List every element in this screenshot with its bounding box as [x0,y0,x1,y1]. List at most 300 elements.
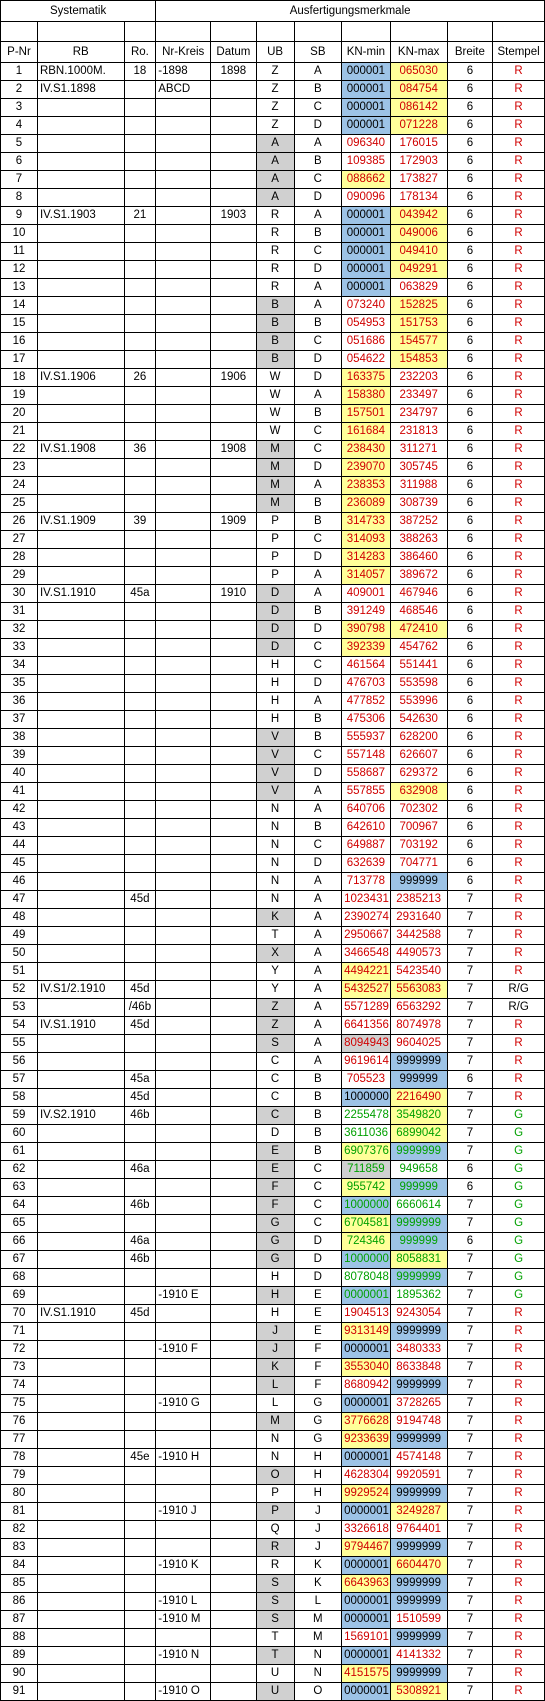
cell-kn-max: 9243054 [390,1305,447,1323]
cell-ub: K [256,1359,294,1377]
cell-kn-max: 154853 [390,351,447,369]
cell-sb: B [294,225,342,243]
cell-ro: 45e [124,1449,156,1467]
cell-kn-max: 8058831 [390,1251,447,1269]
cell-stempel: R [493,549,545,567]
cell-rb [37,243,124,261]
cell-stempel: R [493,855,545,873]
cell-p-nr: 3 [1,99,38,117]
cell-nr-kreis [156,315,211,333]
cell-stempel: R [493,1017,545,1035]
cell-sb: E [294,1305,342,1323]
cell-datum [211,1179,256,1197]
cell-kn-min: 8094943 [342,1035,391,1053]
cell-datum [211,1665,256,1683]
cell-nr-kreis [156,1233,211,1251]
table-row [1,63,545,81]
cell-datum [211,693,256,711]
cell-ro [124,153,156,171]
cell-rb: IV.S1.1898 [37,81,124,99]
cell-rb [37,1359,124,1377]
cell-p-nr: 28 [1,549,38,567]
cell-breite: 6 [447,513,492,531]
cell-p-nr: 10 [1,225,38,243]
cell-kn-min: 0000001 [342,1503,391,1521]
cell-breite: 7 [447,1575,492,1593]
cell-nr-kreis [156,477,211,495]
cell-kn-max: 700967 [390,819,447,837]
cell-rb [37,1593,124,1611]
cell-stempel: R [493,81,545,99]
cell-stempel: R [493,1665,545,1683]
cell-kn-min: 711859 [342,1161,391,1179]
cell-datum [211,99,256,117]
cell-datum [211,963,256,981]
cell-rb [37,1323,124,1341]
cell-datum [211,1485,256,1503]
cell-breite: 7 [447,1197,492,1215]
column-header-sb: SB [294,42,342,63]
cell-kn-max: 311988 [390,477,447,495]
header-spacer [1,22,38,42]
cell-p-nr: 46 [1,873,38,891]
cell-kn-min: 6907376 [342,1143,391,1161]
cell-kn-min: 5432527 [342,981,391,999]
cell-kn-min: 054622 [342,351,391,369]
cell-stempel: R [493,711,545,729]
cell-sb: F [294,1359,342,1377]
cell-ro [124,747,156,765]
cell-p-nr: 35 [1,675,38,693]
cell-rb [37,315,124,333]
cell-ro [124,765,156,783]
cell-rb [37,549,124,567]
cell-nr-kreis: -1910 J [156,1503,211,1521]
cell-p-nr: 15 [1,315,38,333]
cell-sb: F [294,1341,342,1359]
cell-p-nr: 50 [1,945,38,963]
cell-rb [37,1233,124,1251]
cell-breite: 7 [447,1629,492,1647]
cell-p-nr: 23 [1,459,38,477]
cell-datum [211,621,256,639]
cell-ro [124,549,156,567]
cell-stempel: R [493,909,545,927]
cell-breite: 7 [447,1323,492,1341]
header-spacer [37,22,124,42]
cell-kn-min: 476703 [342,675,391,693]
cell-ro: 45a [124,585,156,603]
cell-kn-max: 386460 [390,549,447,567]
cell-sb: F [294,1377,342,1395]
cell-ub: L [256,1377,294,1395]
cell-p-nr: 83 [1,1539,38,1557]
cell-kn-max: 553996 [390,693,447,711]
table-row [1,1395,545,1413]
cell-nr-kreis [156,963,211,981]
cell-rb [37,495,124,513]
cell-ro [124,639,156,657]
cell-rb [37,333,124,351]
cell-stempel: R [493,1377,545,1395]
cell-rb [37,873,124,891]
cell-nr-kreis [156,873,211,891]
cell-sb: D [294,351,342,369]
cell-ub: S [256,1035,294,1053]
table-row [1,1521,545,1539]
cell-kn-min: 9313149 [342,1323,391,1341]
cell-kn-max: 1510599 [390,1611,447,1629]
cell-rb [37,153,124,171]
cell-breite: 7 [447,1017,492,1035]
cell-stempel: R [493,657,545,675]
cell-kn-max: 6660614 [390,1197,447,1215]
cell-rb: IV.S1.1908 [37,441,124,459]
cell-kn-min: 0000001 [342,1557,391,1575]
cell-ub: P [256,531,294,549]
cell-kn-min: 557855 [342,783,391,801]
cell-kn-max: 173827 [390,171,447,189]
cell-ub: O [256,1467,294,1485]
cell-sb: B [294,603,342,621]
cell-kn-min: 649887 [342,837,391,855]
cell-ro [124,1377,156,1395]
cell-ro [124,1431,156,1449]
table-body [1,63,545,1701]
cell-ro [124,225,156,243]
cell-datum [211,999,256,1017]
cell-sb: D [294,855,342,873]
cell-kn-min: 477852 [342,693,391,711]
cell-datum [211,747,256,765]
cell-kn-max: 049006 [390,225,447,243]
cell-sb: B [294,1107,342,1125]
cell-ub: V [256,783,294,801]
cell-breite: 6 [447,225,492,243]
table-row [1,1251,545,1269]
cell-kn-min: 0000001 [342,1647,391,1665]
table-row [1,441,545,459]
column-header-kn-min: KN-min [342,42,391,63]
cell-kn-min: 000001 [342,63,391,81]
table-row [1,1161,545,1179]
cell-p-nr: 27 [1,531,38,549]
cell-rb [37,909,124,927]
cell-sb: B [294,81,342,99]
cell-kn-min: 157501 [342,405,391,423]
cell-kn-min: 6704581 [342,1215,391,1233]
cell-stempel: R [493,945,545,963]
cell-breite: 7 [447,1089,492,1107]
cell-rb [37,855,124,873]
cell-sb: A [294,135,342,153]
cell-nr-kreis [156,855,211,873]
cell-datum [211,225,256,243]
cell-kn-min: 239070 [342,459,391,477]
cell-kn-min: 6641356 [342,1017,391,1035]
cell-ub: R [256,261,294,279]
cell-stempel: R [493,513,545,531]
cell-sb: O [294,1683,342,1701]
cell-p-nr: 41 [1,783,38,801]
table-row [1,693,545,711]
cell-datum [211,873,256,891]
cell-nr-kreis [156,837,211,855]
cell-sb: C [294,423,342,441]
cell-ro: 46a [124,1161,156,1179]
cell-ro [124,1683,156,1701]
cell-kn-min: 8680942 [342,1377,391,1395]
cell-breite: 6 [447,729,492,747]
cell-ro [124,621,156,639]
cell-ro [124,1503,156,1521]
cell-breite: 7 [447,1611,492,1629]
cell-p-nr: 9 [1,207,38,225]
cell-rb: IV.S1/2.1910 [37,981,124,999]
cell-stempel: R [493,1539,545,1557]
header-spacer [211,22,256,42]
cell-kn-max: 9999999 [390,1377,447,1395]
cell-kn-max: 387252 [390,513,447,531]
cell-p-nr: 19 [1,387,38,405]
cell-nr-kreis: -1910 G [156,1395,211,1413]
cell-stempel: R [493,459,545,477]
cell-sb: B [294,1125,342,1143]
cell-nr-kreis [156,1053,211,1071]
cell-sb: C [294,243,342,261]
cell-ro [124,603,156,621]
column-header-nr-kreis: Nr-Kreis [156,42,211,63]
cell-rb [37,387,124,405]
cell-kn-min: 088662 [342,171,391,189]
cell-p-nr: 76 [1,1413,38,1431]
cell-p-nr: 61 [1,1143,38,1161]
cell-nr-kreis [156,261,211,279]
cell-breite: 7 [447,1467,492,1485]
cell-rb [37,297,124,315]
cell-kn-min: 000001 [342,99,391,117]
cell-kn-max: 628200 [390,729,447,747]
cell-nr-kreis: -1898 [156,63,211,81]
cell-ro [124,855,156,873]
cell-p-nr: 18 [1,369,38,387]
cell-ro [124,1323,156,1341]
cell-sb: A [294,963,342,981]
cell-rb [37,693,124,711]
cell-kn-max: 9999999 [390,1431,447,1449]
cell-stempel: R [493,1305,545,1323]
cell-nr-kreis [156,981,211,999]
cell-sb: A [294,783,342,801]
cell-datum [211,1215,256,1233]
cell-nr-kreis [156,207,211,225]
cell-datum [211,837,256,855]
table-row [1,459,545,477]
cell-p-nr: 71 [1,1323,38,1341]
cell-ro [124,837,156,855]
cell-kn-max: 999999 [390,873,447,891]
cell-sb: A [294,585,342,603]
cell-kn-min: 724346 [342,1233,391,1251]
cell-datum [211,1467,256,1485]
cell-kn-max: 2385213 [390,891,447,909]
cell-kn-max: 8633848 [390,1359,447,1377]
cell-breite: 6 [447,171,492,189]
cell-kn-min: 713778 [342,873,391,891]
cell-nr-kreis: -1910 H [156,1449,211,1467]
cell-stempel: R [493,1683,545,1701]
cell-rb: RBN.1000M. [37,63,124,81]
table-row [1,1017,545,1035]
cell-stempel: R [493,1071,545,1089]
cell-datum [211,639,256,657]
cell-nr-kreis [156,1305,211,1323]
cell-kn-min: 0000001 [342,1593,391,1611]
cell-breite: 7 [447,1359,492,1377]
table-row [1,675,545,693]
cell-kn-max: 3728265 [390,1395,447,1413]
cell-kn-min: 000001 [342,81,391,99]
table-row [1,603,545,621]
cell-kn-min: 000001 [342,117,391,135]
cell-nr-kreis [156,783,211,801]
cell-kn-max: 3249287 [390,1503,447,1521]
cell-ub: D [256,621,294,639]
cell-ro [124,927,156,945]
table-row [1,549,545,567]
cell-kn-max: 999999 [390,1179,447,1197]
cell-ro [124,189,156,207]
cell-ro: /46b [124,999,156,1017]
cell-stempel: R [493,423,545,441]
cell-sb: D [294,261,342,279]
cell-stempel: R/G [493,999,545,1017]
cell-kn-max: 233497 [390,387,447,405]
cell-sb: M [294,1611,342,1629]
cell-kn-max: 704771 [390,855,447,873]
cell-stempel: R [493,603,545,621]
cell-ub: M [256,441,294,459]
cell-sb: G [294,1431,342,1449]
cell-rb: IV.S1.1910 [37,1305,124,1323]
cell-p-nr: 33 [1,639,38,657]
cell-rb [37,1377,124,1395]
table-row [1,837,545,855]
cell-stempel: R [493,279,545,297]
cell-breite: 6 [447,1161,492,1179]
cell-nr-kreis [156,945,211,963]
cell-breite: 7 [447,945,492,963]
cell-p-nr: 59 [1,1107,38,1125]
cell-ro: 45d [124,1017,156,1035]
cell-kn-max: 999999 [390,1071,447,1089]
table-row [1,1323,545,1341]
cell-ro: 46b [124,1251,156,1269]
cell-ub: M [256,495,294,513]
cell-nr-kreis [156,1431,211,1449]
table-row [1,1341,545,1359]
table-row [1,1665,545,1683]
cell-ro [124,1269,156,1287]
cell-ub: E [256,1143,294,1161]
cell-kn-min: 475306 [342,711,391,729]
table-row [1,1359,545,1377]
cell-ro [124,1053,156,1071]
cell-datum [211,387,256,405]
table-row [1,1575,545,1593]
cell-ub: M [256,459,294,477]
cell-stempel: R [493,243,545,261]
cell-ro [124,1125,156,1143]
cell-datum [211,855,256,873]
cell-nr-kreis [156,729,211,747]
cell-nr-kreis [156,531,211,549]
cell-ub: H [256,1269,294,1287]
cell-datum [211,1269,256,1287]
cell-kn-max: 9999999 [390,1143,447,1161]
cell-ro [124,1521,156,1539]
cell-sb: C [294,1197,342,1215]
cell-rb: IV.S1.1903 [37,207,124,225]
cell-kn-min: 5571289 [342,999,391,1017]
cell-p-nr: 39 [1,747,38,765]
cell-ro: 45d [124,1305,156,1323]
column-header-p-nr: P-Nr [1,42,38,63]
cell-sb: N [294,1665,342,1683]
cell-sb: B [294,1089,342,1107]
table-row [1,1233,545,1251]
cell-ub: C [256,1071,294,1089]
cell-rb [37,351,124,369]
cell-kn-min: 632639 [342,855,391,873]
cell-rb [37,567,124,585]
cell-kn-min: 096340 [342,135,391,153]
cell-nr-kreis [156,621,211,639]
cell-stempel: R [493,1521,545,1539]
cell-datum [211,1107,256,1125]
cell-breite: 6 [447,441,492,459]
cell-ub: H [256,1305,294,1323]
table-row [1,1431,545,1449]
cell-kn-min: 640706 [342,801,391,819]
cell-ub: N [256,891,294,909]
table-row [1,477,545,495]
cell-kn-min: 314283 [342,549,391,567]
cell-nr-kreis: -1910 L [156,1593,211,1611]
table-row [1,1539,545,1557]
cell-rb [37,711,124,729]
cell-p-nr: 4 [1,117,38,135]
cell-ub: M [256,477,294,495]
cell-datum [211,243,256,261]
cell-stempel: R [493,1575,545,1593]
cell-p-nr: 68 [1,1269,38,1287]
cell-kn-min: 0000001 [342,1341,391,1359]
column-header-ub: UB [256,42,294,63]
cell-stempel: G [493,1179,545,1197]
cell-ub: U [256,1665,294,1683]
cell-rb [37,1431,124,1449]
cell-breite: 6 [447,855,492,873]
cell-ub: A [256,153,294,171]
cell-breite: 6 [447,117,492,135]
cell-sb: D [294,1233,342,1251]
cell-ub: N [256,1431,294,1449]
cell-ub: K [256,909,294,927]
cell-ro [124,1485,156,1503]
cell-ro [124,261,156,279]
cell-ub: R [256,243,294,261]
